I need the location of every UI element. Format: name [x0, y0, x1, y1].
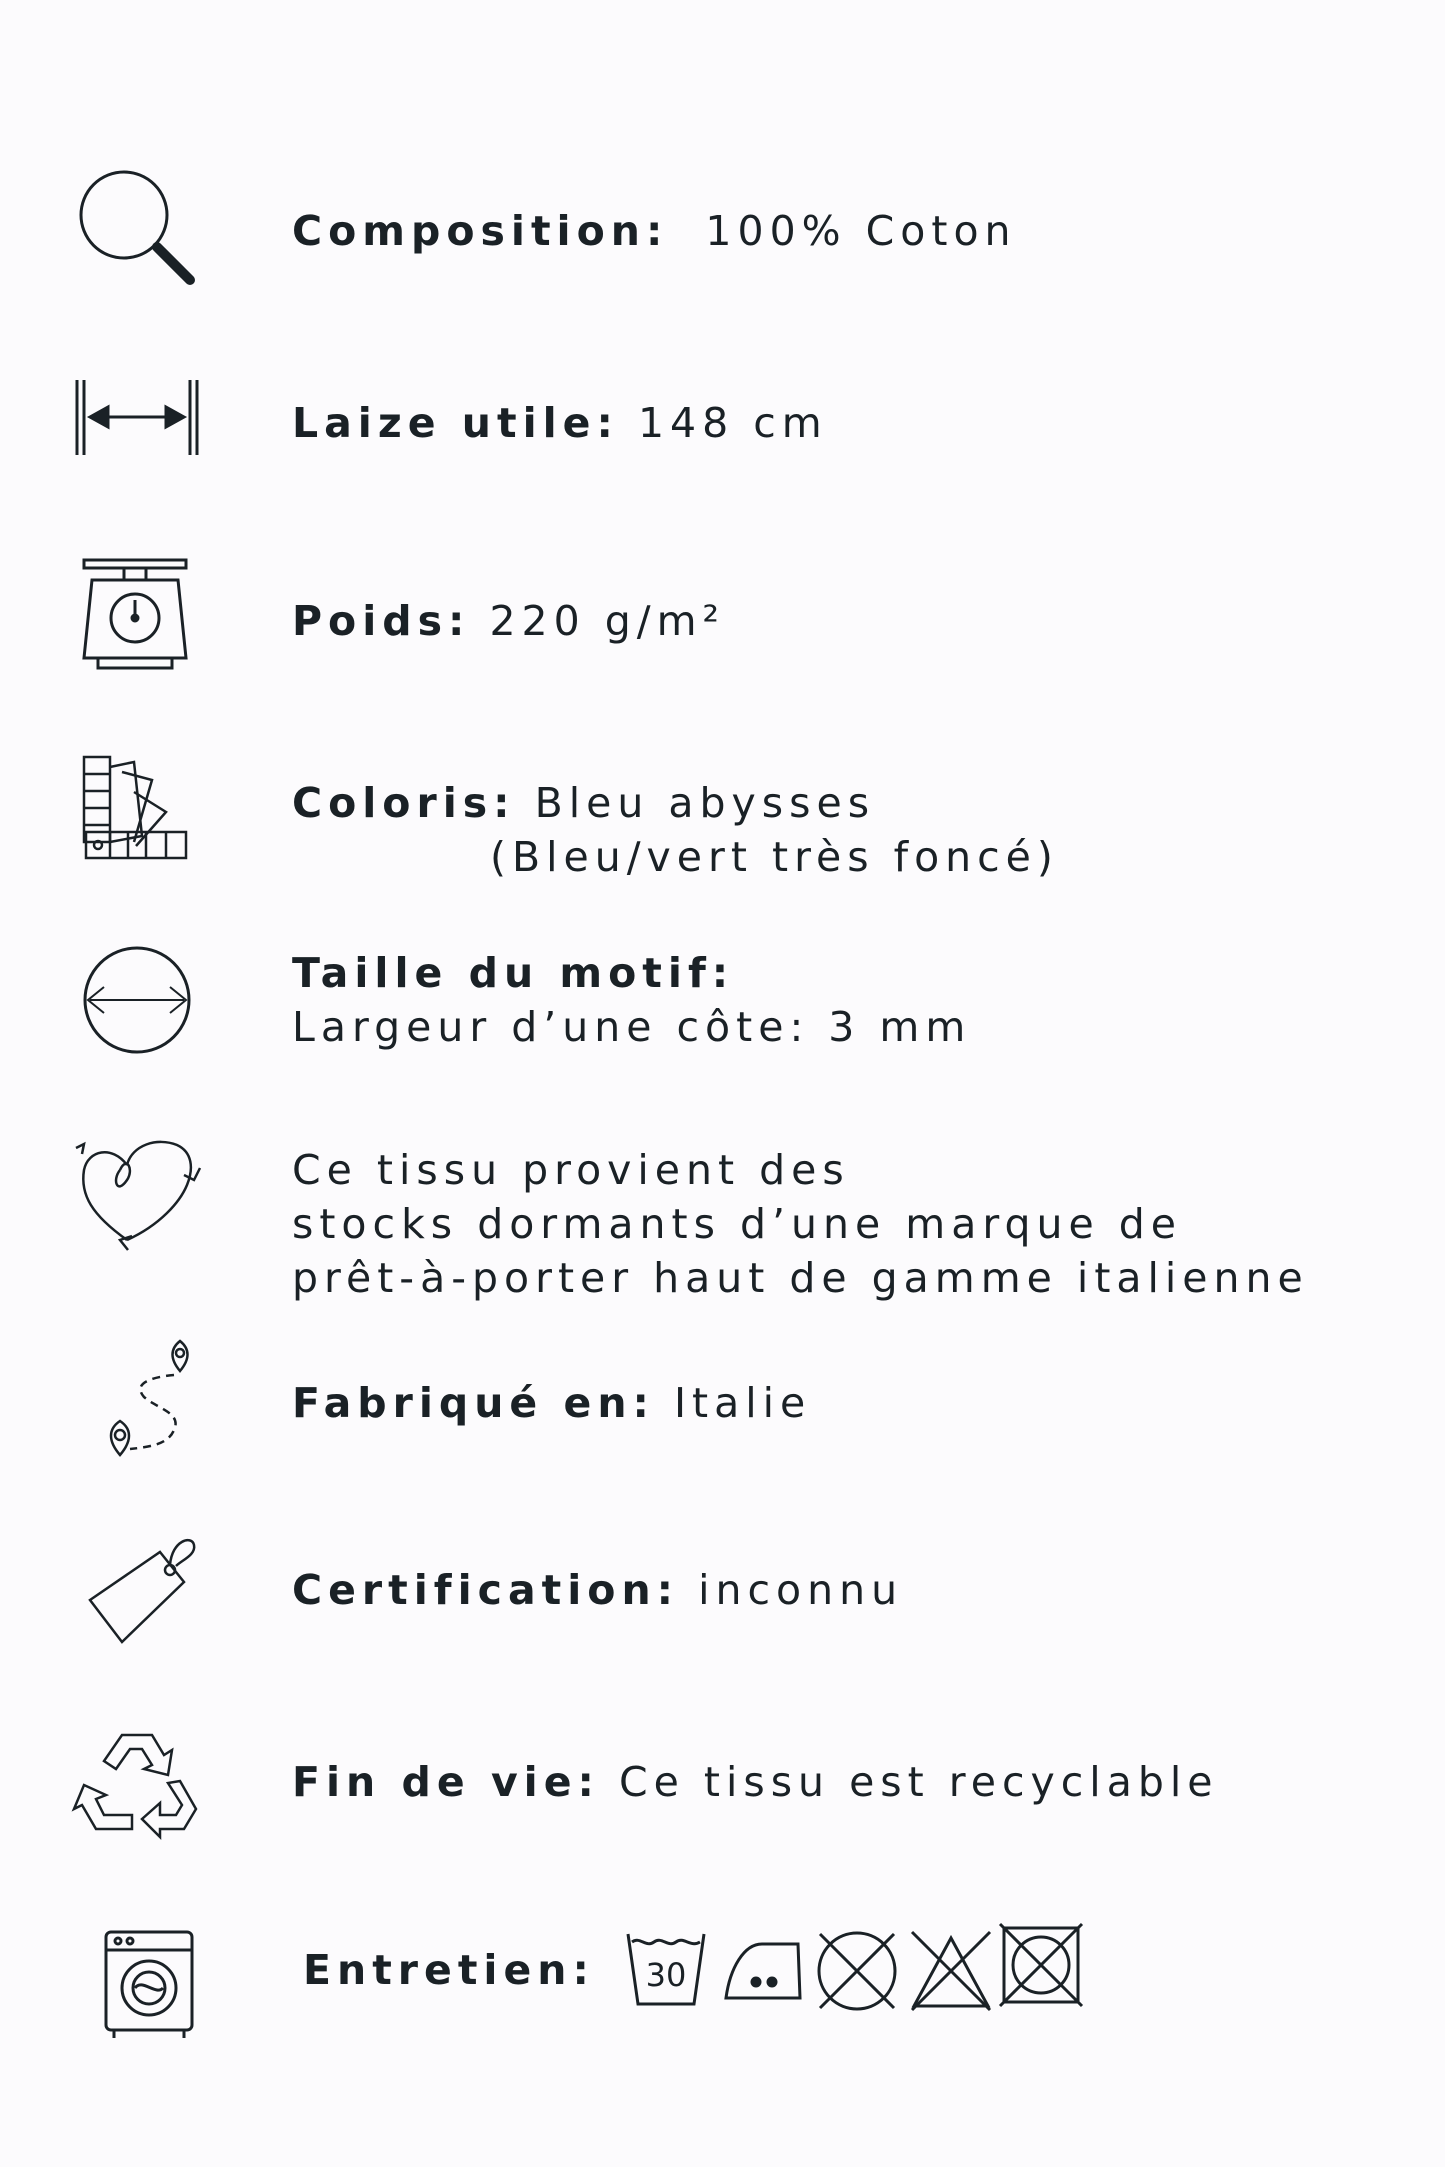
wash-30-icon — [624, 1928, 714, 2018]
motif-label: Taille du motif: — [292, 949, 735, 997]
coloris-value-detail: (Bleu/vert très foncé) — [490, 833, 1059, 881]
fin-de-vie-value: Ce tissu est recyclable — [618, 1758, 1219, 1806]
certification-value: inconnu — [698, 1566, 904, 1614]
tag-icon — [72, 1530, 202, 1660]
route-pin-icon — [72, 1335, 202, 1465]
fabrique-label: Fabriqué en: — [292, 1379, 655, 1427]
heart-recycle-icon — [72, 1140, 202, 1270]
entretien-label: Entretien: — [303, 1946, 595, 1994]
composition-value: 100% Coton — [705, 207, 1017, 255]
no-dry-clean-icon — [996, 1920, 1086, 2010]
poids-value: 220 g/m² — [489, 597, 725, 645]
poids-label: Poids: — [292, 597, 471, 645]
width-arrows-icon — [72, 375, 202, 505]
laize-label: Laize utile: — [292, 399, 619, 447]
coloris-value: Bleu abysses — [534, 779, 876, 827]
motif-value: Largeur d’une côte: 3 mm — [292, 1003, 972, 1051]
provenance-line-1: Ce tissu provient des — [292, 1146, 850, 1194]
magnifier-icon — [72, 165, 202, 295]
provenance-line-2: stocks dormants d’une marque de — [292, 1200, 1182, 1248]
fin-de-vie-label: Fin de vie: — [292, 1758, 600, 1806]
recycle-icon — [72, 1725, 202, 1855]
coloris-label: Coloris: — [292, 779, 516, 827]
no-tumble-dry-icon — [812, 1926, 902, 2016]
scale-icon — [72, 558, 202, 688]
provenance-line-3: prêt-à-porter haut de gamme italienne — [292, 1254, 1309, 1302]
washing-machine-icon — [72, 1926, 202, 2056]
wash-temp: 30 — [645, 1956, 687, 1994]
certification-label: Certification: — [292, 1566, 680, 1614]
color-swatch-icon — [72, 752, 202, 882]
circle-arrows-icon — [72, 945, 202, 1075]
iron-two-dots-icon — [718, 1930, 808, 2020]
fabrique-value: Italie — [673, 1379, 812, 1427]
laize-value: 148 cm — [637, 399, 828, 447]
no-bleach-icon — [906, 1926, 996, 2016]
composition-label: Composition: — [292, 207, 669, 255]
